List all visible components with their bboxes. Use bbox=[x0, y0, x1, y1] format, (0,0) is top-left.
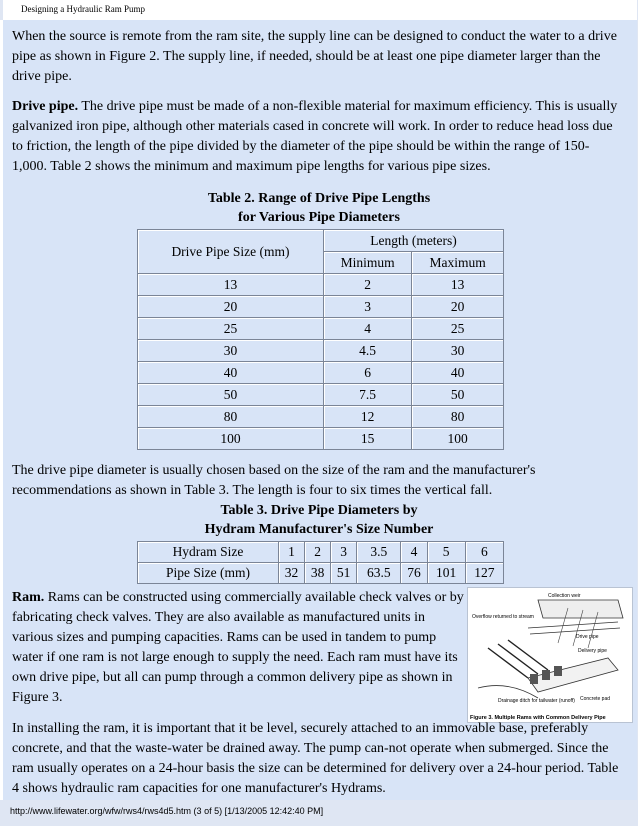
figure-label-drainage: Drainage ditch for tailwater (runoff) bbox=[498, 698, 575, 704]
table2-cell-max: 50 bbox=[412, 384, 504, 406]
table3-label-hydram-size: Hydram Size bbox=[138, 542, 279, 563]
table3-row-pipe-size bbox=[138, 563, 504, 584]
paragraph-supply-line: When the source is remote from the ram site, the supply line can be designed to conduct the water to a drive pipe as shown in Figure 2. The supply line, if needed, should be at least one pipe diameter larger than the drive pipe. bbox=[12, 29, 617, 84]
table2-row bbox=[138, 340, 504, 362]
table3-cell-hydram-size: 3.5 bbox=[357, 542, 401, 563]
table2-cell-min: 6 bbox=[324, 362, 412, 384]
paragraph-ram bbox=[12, 588, 464, 708]
table3 bbox=[137, 541, 504, 584]
table2-title-line1: Table 2. Range of Drive Pipe Lengths bbox=[207, 191, 431, 206]
table2-header-max: Maximum bbox=[412, 252, 504, 274]
table2-cell-min: 4.5 bbox=[324, 340, 412, 362]
page-header bbox=[3, 0, 637, 21]
table3-cell-pipe-size: 101 bbox=[427, 563, 465, 584]
table2-cell-max: 100 bbox=[412, 428, 504, 450]
table3-label-pipe-size: Pipe Size (mm) bbox=[138, 563, 279, 584]
table2-cell-size: 25 bbox=[138, 318, 324, 340]
table2-header-min: Minimum bbox=[324, 252, 412, 274]
table3-cell-hydram-size: 1 bbox=[279, 542, 305, 563]
figure-3-illustration bbox=[467, 587, 633, 723]
table2-cell-max: 13 bbox=[412, 274, 504, 296]
table2-cell-size: 20 bbox=[138, 296, 324, 318]
figure-label-pad: Concrete pad bbox=[580, 696, 611, 702]
table2-cell-max: 30 bbox=[412, 340, 504, 362]
table2-cell-size: 100 bbox=[138, 428, 324, 450]
table2 bbox=[137, 229, 504, 450]
table3-cell-hydram-size: 6 bbox=[465, 542, 503, 563]
paragraph-drive-pipe bbox=[12, 97, 624, 177]
table2-cell-max: 25 bbox=[412, 318, 504, 340]
table2-cell-min: 3 bbox=[324, 296, 412, 318]
table3-row-hydram-size bbox=[138, 542, 504, 563]
table3-title-line2: Hydram Manufacturer's Size Number bbox=[204, 522, 434, 537]
table2-caption bbox=[3, 189, 635, 227]
table3-cell-pipe-size: 32 bbox=[279, 563, 305, 584]
table2-row bbox=[138, 428, 504, 450]
figure-3-caption: Figure 3. Multiple Rams with Common Delivery Pipe bbox=[470, 715, 606, 721]
table2-cell-max: 80 bbox=[412, 406, 504, 428]
table2-header-length: Length (meters) bbox=[324, 230, 504, 252]
table3-cell-hydram-size: 2 bbox=[305, 542, 331, 563]
table3-cell-hydram-size: 4 bbox=[401, 542, 427, 563]
table3-caption bbox=[3, 501, 635, 539]
table2-cell-size: 50 bbox=[138, 384, 324, 406]
table2-header-size: Drive Pipe Size (mm) bbox=[138, 230, 324, 274]
table2-cell-min: 2 bbox=[324, 274, 412, 296]
table2-cell-size: 13 bbox=[138, 274, 324, 296]
multiple-rams-drawing bbox=[468, 588, 632, 722]
table2-row bbox=[138, 318, 504, 340]
table3-cell-hydram-size: 5 bbox=[427, 542, 465, 563]
ram-heading: Ram. bbox=[12, 590, 45, 605]
page-footer-url: http://www.lifewater.org/wfw/rws4/rws4d5.htm (3 of 5) [1/13/2005 12:42:40 PM] bbox=[10, 806, 324, 816]
table3-cell-pipe-size: 127 bbox=[465, 563, 503, 584]
figure-label-collection: Collection weir bbox=[548, 593, 581, 599]
document-title: Designing a Hydraulic Ram Pump bbox=[21, 4, 145, 14]
table2-cell-size: 40 bbox=[138, 362, 324, 384]
table2-cell-min: 12 bbox=[324, 406, 412, 428]
table2-cell-size: 80 bbox=[138, 406, 324, 428]
paragraph-diameter: The drive pipe diameter is usually chosen based on the size of the ram and the manufacturer's recommendations as shown in Table 3. The length is four to six times the vertical fall. bbox=[12, 463, 536, 498]
table3-title-line1: Table 3. Drive Pipe Diameters by bbox=[220, 503, 418, 518]
table2-cell-size: 30 bbox=[138, 340, 324, 362]
table2-body bbox=[138, 274, 504, 450]
drive-pipe-heading: Drive pipe. bbox=[12, 99, 79, 114]
figure-label-overflow: Overflow returned to stream bbox=[472, 614, 534, 620]
table2-cell-max: 40 bbox=[412, 362, 504, 384]
table2-row bbox=[138, 362, 504, 384]
ram-text: Rams can be constructed using commercially available check valves or by fabricating check valves. They are also available as manufactured units in various sizes and pumping capacities. Rams can be used in tandem to pump water if one ram is not large enough to supply the need. Each ram must have its own drive pipe, but all can pump through a common delivery pipe as shown in Figure 3. bbox=[12, 590, 464, 705]
table2-row bbox=[138, 384, 504, 406]
page-content bbox=[0, 20, 637, 800]
table3-cell-pipe-size: 38 bbox=[305, 563, 331, 584]
table2-row bbox=[138, 274, 504, 296]
table3-cell-pipe-size: 76 bbox=[401, 563, 427, 584]
table3-cell-pipe-size: 63.5 bbox=[357, 563, 401, 584]
figure-label-drive: Drive pipe bbox=[576, 634, 599, 640]
table2-cell-min: 15 bbox=[324, 428, 412, 450]
table2-cell-min: 7.5 bbox=[324, 384, 412, 406]
table3-cell-pipe-size: 51 bbox=[331, 563, 357, 584]
table2-title-line2: for Various Pipe Diameters bbox=[238, 210, 400, 225]
table3-cell-hydram-size: 3 bbox=[331, 542, 357, 563]
table2-row bbox=[138, 406, 504, 428]
drive-pipe-text: The drive pipe must be made of a non-flexible material for maximum efficiency. This is usually galvanized iron pipe, although other materials cased in concrete will work. In order to reduce head loss due to friction, the length of the pipe divided by the diameter of the pipe should be within the range of 150-1,000. Table 2 shows the minimum and maximum pipe lengths for various pipe sizes. bbox=[12, 99, 618, 174]
table2-cell-min: 4 bbox=[324, 318, 412, 340]
table2-cell-max: 20 bbox=[412, 296, 504, 318]
table2-row bbox=[138, 296, 504, 318]
paragraph-installing: In installing the ram, it is important that it be level, securely attached to an immovable base, preferably concrete, and that the waste-water be drained away. The pump can-not operate when submerged. Since the ram usually operates on a 24-hour basis the size can be determined for delivery over a 24-hour period. Table 4 shows hydraulic ram capacities for one manufacturer's Hydrams. bbox=[12, 721, 619, 796]
figure-label-delivery: Delivery pipe bbox=[578, 648, 607, 654]
